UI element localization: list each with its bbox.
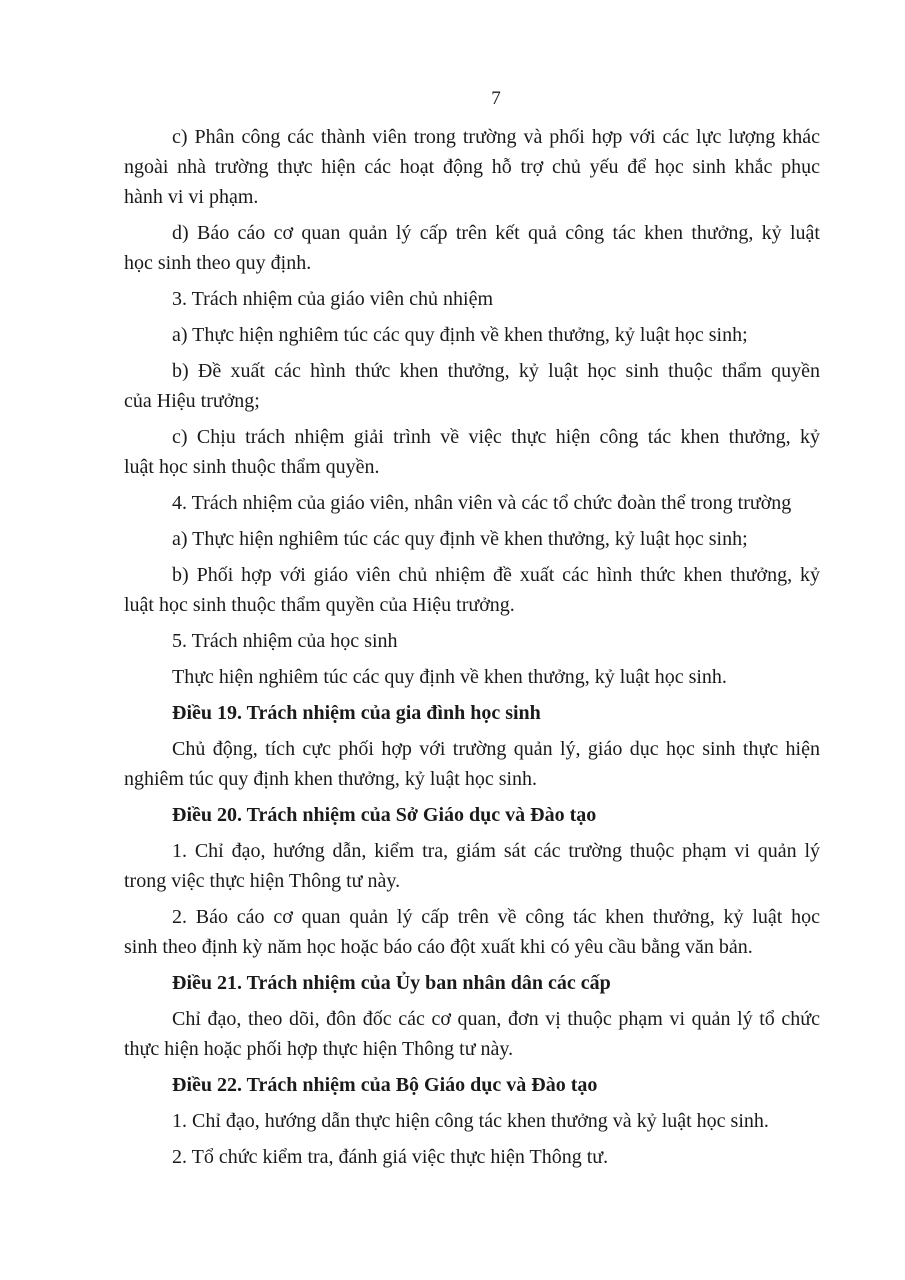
text-line: Điều 19. Trách nhiệm của gia đình học sinh: [172, 702, 541, 724]
article-heading: [124, 698, 820, 728]
paragraph: [124, 122, 820, 212]
paragraph: [124, 560, 820, 620]
text-line: học sinh theo quy định.: [124, 252, 312, 274]
paragraph: [124, 488, 820, 518]
text-line: b) Đề xuất các hình thức khen thưởng, kỷ luật học sinh thuộc thẩm quyền: [172, 360, 820, 382]
text-line: luật học sinh thuộc thẩm quyền của Hiệu trưởng.: [124, 594, 515, 616]
text-line: c) Chịu trách nhiệm giải trình về việc thực hiện công tác khen thưởng, kỷ: [172, 426, 820, 448]
text-line: Điều 20. Trách nhiệm của Sở Giáo dục và Đào tạo: [172, 804, 597, 826]
text-line: thực hiện hoặc phối hợp thực hiện Thông tư này.: [124, 1038, 514, 1060]
text-line: ngoài nhà trường thực hiện các hoạt động hỗ trợ chủ yếu để học sinh khắc phục: [124, 156, 820, 178]
text-line: Điều 22. Trách nhiệm của Bộ Giáo dục và Đào tạo: [172, 1074, 598, 1096]
text-line: sinh theo định kỳ năm học hoặc báo cáo đột xuất khi có yêu cầu bằng văn bản.: [124, 936, 753, 958]
paragraph: [124, 1106, 820, 1136]
paragraph: [124, 734, 820, 794]
paragraph: [124, 524, 820, 554]
paragraph: [124, 902, 820, 962]
text-line: Điều 21. Trách nhiệm của Ủy ban nhân dân các cấp: [172, 972, 611, 994]
article-heading: [124, 800, 820, 830]
paragraph: [124, 422, 820, 482]
text-line: của Hiệu trưởng;: [124, 390, 260, 412]
text-line: 1. Chỉ đạo, hướng dẫn, kiểm tra, giám sát các trường thuộc phạm vi quản lý: [172, 840, 820, 862]
text-line: Chủ động, tích cực phối hợp với trường quản lý, giáo dục học sinh thực hiện: [172, 738, 820, 760]
text-line: c) Phân công các thành viên trong trường và phối hợp với các lực lượng khác: [172, 126, 820, 148]
text-line: hành vi vi phạm.: [124, 186, 259, 208]
document-body: [124, 122, 820, 1172]
text-line: Thực hiện nghiêm túc các quy định về khen thưởng, kỷ luật học sinh.: [172, 666, 727, 688]
text-line: 4. Trách nhiệm của giáo viên, nhân viên và các tổ chức đoàn thể trong trường: [172, 492, 792, 514]
paragraph: [124, 320, 820, 350]
paragraph: [124, 1004, 820, 1064]
text-line: 2. Báo cáo cơ quan quản lý cấp trên về công tác khen thưởng, kỷ luật học: [172, 906, 820, 928]
paragraph: [124, 1142, 820, 1172]
text-line: d) Báo cáo cơ quan quản lý cấp trên kết quả công tác khen thưởng, kỷ luật: [172, 222, 820, 244]
text-line: 2. Tổ chức kiểm tra, đánh giá việc thực hiện Thông tư.: [172, 1146, 609, 1168]
text-line: a) Thực hiện nghiêm túc các quy định về khen thưởng, kỷ luật học sinh;: [172, 324, 748, 346]
paragraph: [124, 626, 820, 656]
text-line: trong việc thực hiện Thông tư này.: [124, 870, 401, 892]
text-line: Chỉ đạo, theo dõi, đôn đốc các cơ quan, đơn vị thuộc phạm vi quản lý tổ chức: [172, 1008, 820, 1030]
paragraph: [124, 284, 820, 314]
paragraph: [124, 356, 820, 416]
text-line: a) Thực hiện nghiêm túc các quy định về khen thưởng, kỷ luật học sinh;: [172, 528, 748, 550]
text-line: luật học sinh thuộc thẩm quyền.: [124, 456, 380, 478]
text-line: b) Phối hợp với giáo viên chủ nhiệm đề xuất các hình thức khen thưởng, kỷ: [172, 564, 820, 586]
paragraph: [124, 836, 820, 896]
article-heading: [124, 968, 820, 998]
paragraph: [124, 662, 820, 692]
page-number: 7: [491, 88, 501, 109]
article-heading: [124, 1070, 820, 1100]
paragraph: [124, 218, 820, 278]
text-line: nghiêm túc quy định khen thưởng, kỷ luật học sinh.: [124, 768, 538, 790]
text-line: 5. Trách nhiệm của học sinh: [172, 630, 398, 652]
text-line: 1. Chỉ đạo, hướng dẫn thực hiện công tác khen thưởng và kỷ luật học sinh.: [172, 1110, 769, 1132]
text-line: 3. Trách nhiệm của giáo viên chủ nhiệm: [172, 288, 494, 310]
